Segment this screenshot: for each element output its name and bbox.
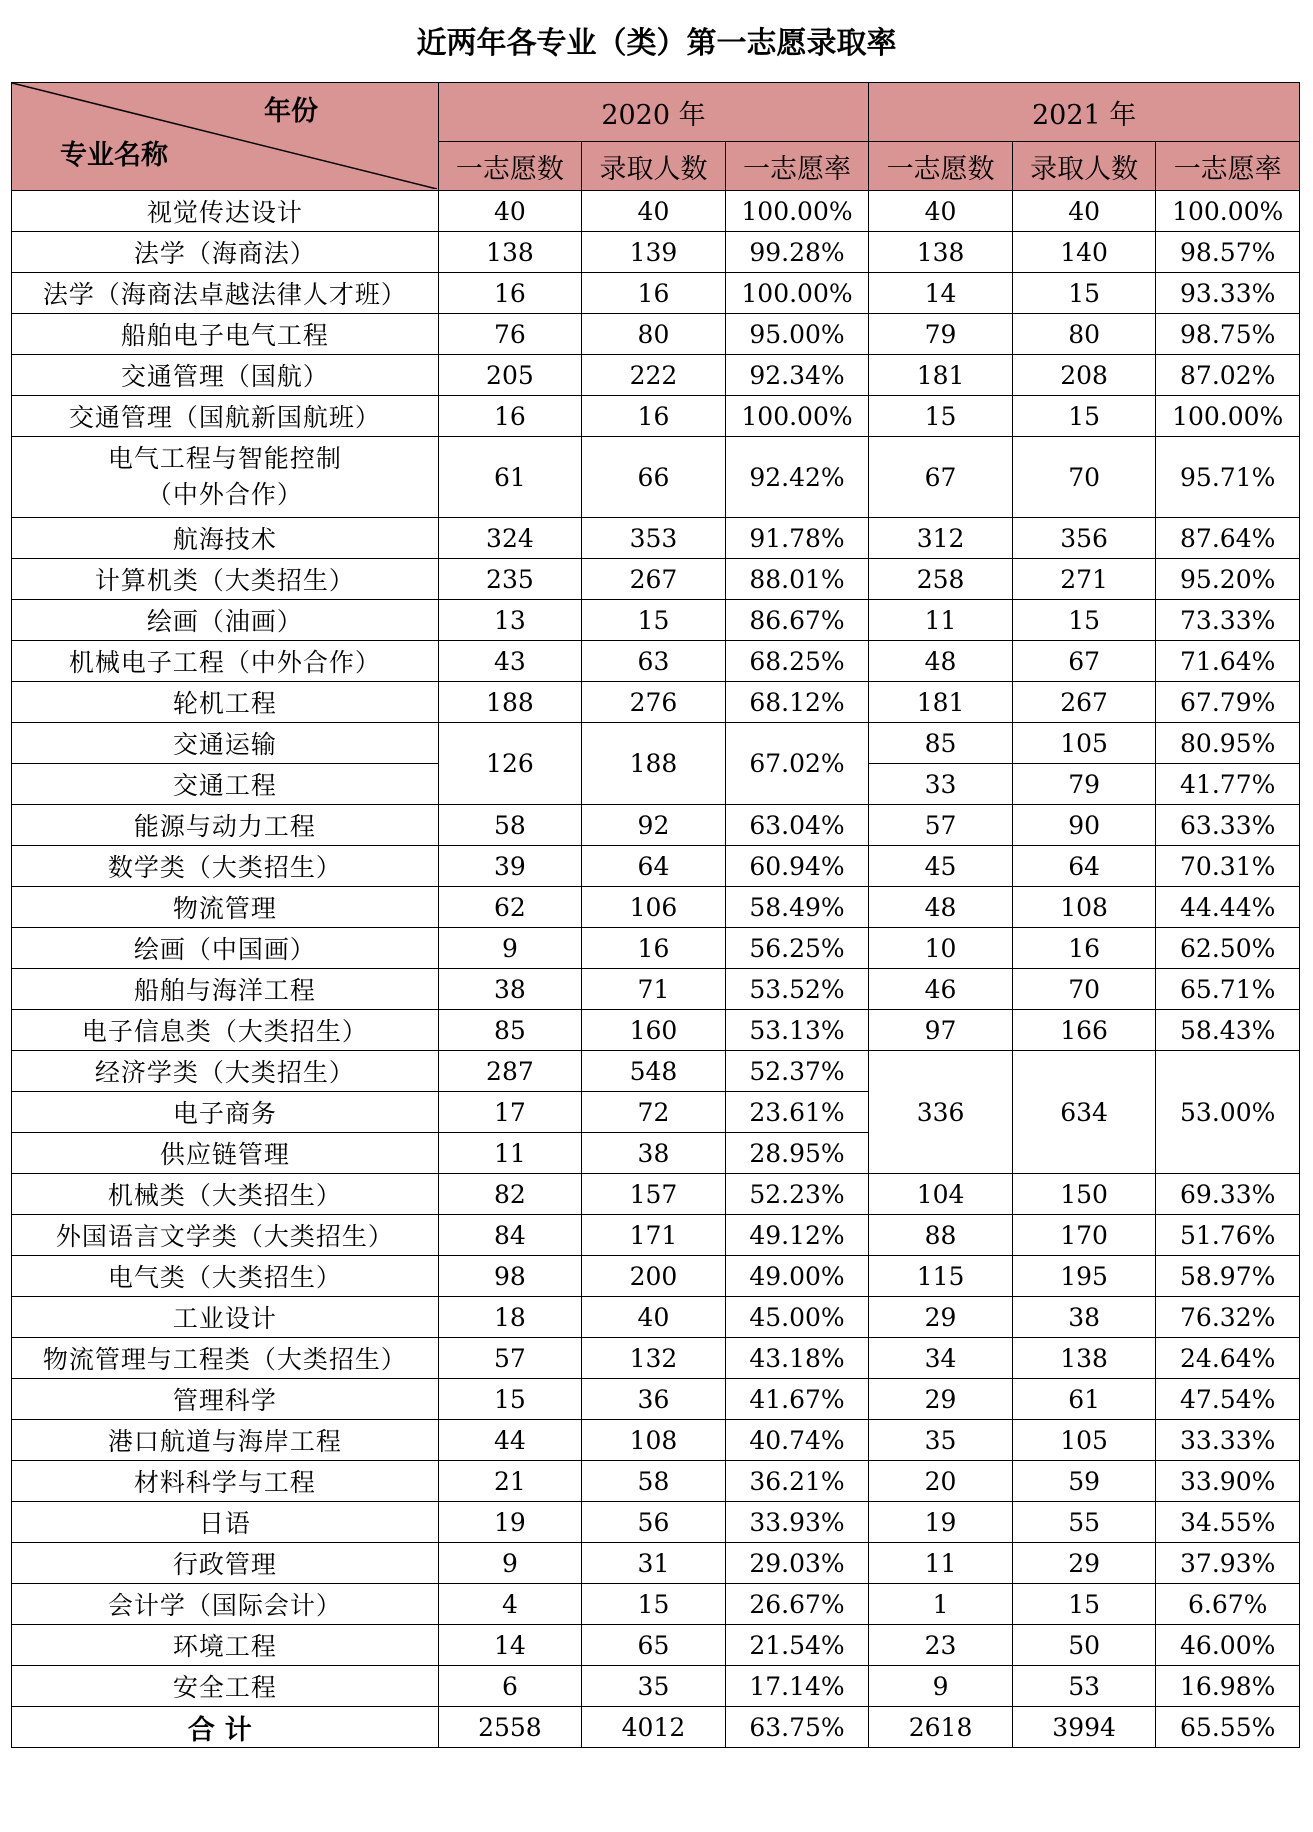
first-choice-2021: 19: [869, 1502, 1013, 1543]
major-name: 材料科学与工程: [12, 1461, 439, 1502]
rate-2020: 100.00%: [725, 273, 869, 314]
first-choice-2020: 18: [438, 1297, 582, 1338]
first-choice-2021: 15: [869, 396, 1013, 437]
first-choice-2021: 181: [869, 355, 1013, 396]
table-row: [12, 1379, 1300, 1420]
first-choice-2020: 82: [438, 1174, 582, 1215]
total-rate-2020: 63.75%: [725, 1707, 869, 1748]
admitted-2020: 80: [582, 314, 726, 355]
table-row: [12, 355, 1300, 396]
table-row: [12, 805, 1300, 846]
table-row: [12, 1420, 1300, 1461]
major-name: 交通管理（国航）: [12, 355, 439, 396]
total-admitted-2020: 4012: [582, 1707, 726, 1748]
table-row: [12, 723, 1300, 764]
rate-2021: 44.44%: [1156, 887, 1300, 928]
admitted-2020: 31: [582, 1543, 726, 1584]
admitted-2020: 222: [582, 355, 726, 396]
first-choice-2020: 17: [438, 1092, 582, 1133]
table-row: [12, 232, 1300, 273]
first-choice-2021: 23: [869, 1625, 1013, 1666]
first-choice-2020: 39: [438, 846, 582, 887]
rate-2020: 43.18%: [725, 1338, 869, 1379]
first-choice-2020: 15: [438, 1379, 582, 1420]
admitted-2021: 356: [1012, 518, 1156, 559]
rate-2020: 49.12%: [725, 1215, 869, 1256]
admitted-2020: 200: [582, 1256, 726, 1297]
col-admitted-2021: 录取人数: [1012, 142, 1156, 191]
rate-2021: 69.33%: [1156, 1174, 1300, 1215]
first-choice-2021: 336: [869, 1051, 1013, 1174]
rate-2021: 53.00%: [1156, 1051, 1300, 1174]
first-choice-2021: 104: [869, 1174, 1013, 1215]
admitted-2020: 108: [582, 1420, 726, 1461]
admitted-2021: 15: [1012, 600, 1156, 641]
rate-2020: 53.52%: [725, 969, 869, 1010]
major-name: 物流管理与工程类（大类招生）: [12, 1338, 439, 1379]
total-row: [12, 1707, 1300, 1748]
rate-2021: 51.76%: [1156, 1215, 1300, 1256]
rate-2020: 67.02%: [725, 723, 869, 805]
table-row: [12, 1543, 1300, 1584]
first-choice-2020: 40: [438, 191, 582, 232]
admitted-2020: 188: [582, 723, 726, 805]
admitted-2020: 38: [582, 1133, 726, 1174]
table-row: [12, 600, 1300, 641]
admitted-2020: 36: [582, 1379, 726, 1420]
major-name: 交通管理（国航新国航班）: [12, 396, 439, 437]
rate-2021: 76.32%: [1156, 1297, 1300, 1338]
table-row: [12, 846, 1300, 887]
table-row: [12, 191, 1300, 232]
rate-2021: 98.75%: [1156, 314, 1300, 355]
rate-2020: 26.67%: [725, 1584, 869, 1625]
table-row: [12, 273, 1300, 314]
table-row: [12, 396, 1300, 437]
major-name: 交通运输: [12, 723, 439, 764]
first-choice-2021: 40: [869, 191, 1013, 232]
rate-2021: 95.71%: [1156, 437, 1300, 518]
first-choice-2020: 84: [438, 1215, 582, 1256]
first-choice-2020: 85: [438, 1010, 582, 1051]
rate-2021: 6.67%: [1156, 1584, 1300, 1625]
rate-2021: 41.77%: [1156, 764, 1300, 805]
corner-header-cell: [12, 83, 439, 191]
admitted-2021: 271: [1012, 559, 1156, 600]
admitted-2020: 35: [582, 1666, 726, 1707]
admitted-2021: 16: [1012, 928, 1156, 969]
rate-2020: 28.95%: [725, 1133, 869, 1174]
admitted-2020: 15: [582, 600, 726, 641]
rate-2020: 53.13%: [725, 1010, 869, 1051]
table-row: [12, 1584, 1300, 1625]
first-choice-2021: 45: [869, 846, 1013, 887]
rate-2020: 29.03%: [725, 1543, 869, 1584]
admitted-2020: 63: [582, 641, 726, 682]
rate-2021: 98.57%: [1156, 232, 1300, 273]
admitted-2020: 58: [582, 1461, 726, 1502]
major-name: [12, 437, 439, 518]
first-choice-2021: 312: [869, 518, 1013, 559]
admitted-2020: 92: [582, 805, 726, 846]
major-name: 供应链管理: [12, 1133, 439, 1174]
admitted-2021: 208: [1012, 355, 1156, 396]
rate-2021: 65.71%: [1156, 969, 1300, 1010]
admitted-2020: 16: [582, 396, 726, 437]
first-choice-2020: 138: [438, 232, 582, 273]
major-name: 交通工程: [12, 764, 439, 805]
rate-2020: 45.00%: [725, 1297, 869, 1338]
first-choice-2020: 16: [438, 396, 582, 437]
rate-2020: 56.25%: [725, 928, 869, 969]
admitted-2021: 55: [1012, 1502, 1156, 1543]
first-choice-2021: 85: [869, 723, 1013, 764]
admitted-2020: 65: [582, 1625, 726, 1666]
table-row: [12, 1051, 1300, 1092]
major-name: 物流管理: [12, 887, 439, 928]
major-name: 环境工程: [12, 1625, 439, 1666]
rate-2020: 99.28%: [725, 232, 869, 273]
first-choice-2020: 9: [438, 1543, 582, 1584]
admitted-2020: 132: [582, 1338, 726, 1379]
admitted-2021: 67: [1012, 641, 1156, 682]
rate-2020: 36.21%: [725, 1461, 869, 1502]
major-name: 绘画（中国画）: [12, 928, 439, 969]
admitted-2020: 106: [582, 887, 726, 928]
major-name: 视觉传达设计: [12, 191, 439, 232]
major-name-line-2: （中外合作）: [146, 480, 303, 509]
admitted-2021: 105: [1012, 1420, 1156, 1461]
first-choice-2021: 20: [869, 1461, 1013, 1502]
table-row: [12, 1256, 1300, 1297]
first-choice-2021: 48: [869, 641, 1013, 682]
major-name: 港口航道与海岸工程: [12, 1420, 439, 1461]
page-title: 近两年各专业（类）第一志愿录取率: [416, 26, 897, 61]
first-choice-2020: 44: [438, 1420, 582, 1461]
rate-2021: 87.02%: [1156, 355, 1300, 396]
first-choice-2020: 235: [438, 559, 582, 600]
rate-2020: 23.61%: [725, 1092, 869, 1133]
rate-2021: 70.31%: [1156, 846, 1300, 887]
admitted-2021: 138: [1012, 1338, 1156, 1379]
rate-2020: 41.67%: [725, 1379, 869, 1420]
table-row: [12, 437, 1300, 518]
major-name: 法学（海商法卓越法律人才班）: [12, 273, 439, 314]
total-admitted-2021: 3994: [1012, 1707, 1156, 1748]
corner-major-label: 专业名称: [60, 140, 168, 171]
table-row: [12, 559, 1300, 600]
rate-2020: 86.67%: [725, 600, 869, 641]
admitted-2020: 139: [582, 232, 726, 273]
first-choice-2020: 14: [438, 1625, 582, 1666]
admitted-2021: 70: [1012, 969, 1156, 1010]
major-name: 日语: [12, 1502, 439, 1543]
admitted-2020: 267: [582, 559, 726, 600]
table-row: [12, 1215, 1300, 1256]
first-choice-2021: 14: [869, 273, 1013, 314]
admitted-2021: 166: [1012, 1010, 1156, 1051]
admitted-2021: 267: [1012, 682, 1156, 723]
first-choice-2020: 76: [438, 314, 582, 355]
rate-2021: 73.33%: [1156, 600, 1300, 641]
admitted-2020: 71: [582, 969, 726, 1010]
rate-2021: 80.95%: [1156, 723, 1300, 764]
first-choice-2021: 34: [869, 1338, 1013, 1379]
rate-2021: 46.00%: [1156, 1625, 1300, 1666]
admitted-2021: 61: [1012, 1379, 1156, 1420]
admitted-2021: 150: [1012, 1174, 1156, 1215]
table-row: [12, 1010, 1300, 1051]
first-choice-2021: 29: [869, 1379, 1013, 1420]
first-choice-2021: 79: [869, 314, 1013, 355]
rate-2021: 63.33%: [1156, 805, 1300, 846]
major-name: 电子商务: [12, 1092, 439, 1133]
first-choice-2020: 98: [438, 1256, 582, 1297]
admitted-2021: 40: [1012, 191, 1156, 232]
admitted-2021: 29: [1012, 1543, 1156, 1584]
admitted-2021: 50: [1012, 1625, 1156, 1666]
first-choice-2021: 181: [869, 682, 1013, 723]
first-choice-2020: 4: [438, 1584, 582, 1625]
admitted-2021: 15: [1012, 396, 1156, 437]
first-choice-2020: 287: [438, 1051, 582, 1092]
first-choice-2020: 61: [438, 437, 582, 518]
rate-2020: 68.12%: [725, 682, 869, 723]
rate-2020: 68.25%: [725, 641, 869, 682]
col-admitted-2020: 录取人数: [582, 142, 726, 191]
first-choice-2021: 1: [869, 1584, 1013, 1625]
admitted-2021: 634: [1012, 1051, 1156, 1174]
admitted-2021: 140: [1012, 232, 1156, 273]
first-choice-2021: 67: [869, 437, 1013, 518]
admitted-2021: 195: [1012, 1256, 1156, 1297]
admitted-2021: 64: [1012, 846, 1156, 887]
rate-2021: 58.97%: [1156, 1256, 1300, 1297]
rate-2021: 71.64%: [1156, 641, 1300, 682]
first-choice-2020: 6: [438, 1666, 582, 1707]
admitted-2021: 105: [1012, 723, 1156, 764]
rate-2021: 37.93%: [1156, 1543, 1300, 1584]
major-name: 能源与动力工程: [12, 805, 439, 846]
first-choice-2021: 29: [869, 1297, 1013, 1338]
admitted-2021: 70: [1012, 437, 1156, 518]
rate-2020: 60.94%: [725, 846, 869, 887]
rate-2021: 16.98%: [1156, 1666, 1300, 1707]
first-choice-2021: 10: [869, 928, 1013, 969]
year-2020-header: 2020 年: [438, 83, 869, 142]
major-name: 机械类（大类招生）: [12, 1174, 439, 1215]
rate-2021: 33.90%: [1156, 1461, 1300, 1502]
rate-2020: 95.00%: [725, 314, 869, 355]
major-name: 电子信息类（大类招生）: [12, 1010, 439, 1051]
first-choice-2020: 16: [438, 273, 582, 314]
rate-2020: 40.74%: [725, 1420, 869, 1461]
major-name: 船舶电子电气工程: [12, 314, 439, 355]
rate-2021: 34.55%: [1156, 1502, 1300, 1543]
admitted-2020: 56: [582, 1502, 726, 1543]
first-choice-2021: 48: [869, 887, 1013, 928]
major-name: 船舶与海洋工程: [12, 969, 439, 1010]
major-name: 外国语言文学类（大类招生）: [12, 1215, 439, 1256]
rate-2020: 100.00%: [725, 396, 869, 437]
first-choice-2021: 11: [869, 600, 1013, 641]
rate-2021: 67.79%: [1156, 682, 1300, 723]
table-row: [12, 518, 1300, 559]
admitted-2020: 353: [582, 518, 726, 559]
table-row: [12, 641, 1300, 682]
first-choice-2020: 21: [438, 1461, 582, 1502]
col-first-choice-2021: 一志愿数: [869, 142, 1013, 191]
first-choice-2021: 9: [869, 1666, 1013, 1707]
admitted-2020: 40: [582, 1297, 726, 1338]
admitted-2020: 157: [582, 1174, 726, 1215]
rate-2021: 33.33%: [1156, 1420, 1300, 1461]
admitted-2020: 72: [582, 1092, 726, 1133]
major-name: 会计学（国际会计）: [12, 1584, 439, 1625]
first-choice-2020: 9: [438, 928, 582, 969]
major-name: 电气类（大类招生）: [12, 1256, 439, 1297]
major-name: 机械电子工程（中外合作）: [12, 641, 439, 682]
admitted-2020: 171: [582, 1215, 726, 1256]
first-choice-2020: 205: [438, 355, 582, 396]
rate-2020: 91.78%: [725, 518, 869, 559]
major-name: 管理科学: [12, 1379, 439, 1420]
major-name: 计算机类（大类招生）: [12, 559, 439, 600]
admitted-2020: 160: [582, 1010, 726, 1051]
first-choice-2021: 115: [869, 1256, 1013, 1297]
rate-2021: 100.00%: [1156, 396, 1300, 437]
first-choice-2020: 324: [438, 518, 582, 559]
first-choice-2021: 35: [869, 1420, 1013, 1461]
major-name: 轮机工程: [12, 682, 439, 723]
admitted-2021: 15: [1012, 273, 1156, 314]
major-name: 航海技术: [12, 518, 439, 559]
col-rate-2021: 一志愿率: [1156, 142, 1300, 191]
table-row: [12, 314, 1300, 355]
rate-2020: 21.54%: [725, 1625, 869, 1666]
first-choice-2020: 43: [438, 641, 582, 682]
rate-2021: 100.00%: [1156, 191, 1300, 232]
table-row: [12, 1174, 1300, 1215]
admitted-2020: 548: [582, 1051, 726, 1092]
first-choice-2020: 58: [438, 805, 582, 846]
admitted-2020: 40: [582, 191, 726, 232]
admitted-2021: 79: [1012, 764, 1156, 805]
rate-2020: 63.04%: [725, 805, 869, 846]
major-name-line-1: 电气工程与智能控制: [107, 444, 342, 473]
total-label: 合计: [12, 1707, 439, 1748]
major-name: 安全工程: [12, 1666, 439, 1707]
table-row: [12, 1625, 1300, 1666]
admitted-2021: 80: [1012, 314, 1156, 355]
first-choice-2021: 138: [869, 232, 1013, 273]
first-choice-2021: 11: [869, 1543, 1013, 1584]
major-name: 数学类（大类招生）: [12, 846, 439, 887]
major-name: 法学（海商法）: [12, 232, 439, 273]
admitted-2021: 59: [1012, 1461, 1156, 1502]
first-choice-2020: 19: [438, 1502, 582, 1543]
table-row: [12, 1502, 1300, 1543]
first-choice-2021: 88: [869, 1215, 1013, 1256]
admitted-2020: 15: [582, 1584, 726, 1625]
table-row: [12, 1461, 1300, 1502]
first-choice-2021: 258: [869, 559, 1013, 600]
table-row: [12, 1338, 1300, 1379]
first-choice-2021: 57: [869, 805, 1013, 846]
rate-2021: 87.64%: [1156, 518, 1300, 559]
major-name: 工业设计: [12, 1297, 439, 1338]
rate-2020: 33.93%: [725, 1502, 869, 1543]
rate-2020: 58.49%: [725, 887, 869, 928]
rate-2021: 95.20%: [1156, 559, 1300, 600]
rate-2020: 52.37%: [725, 1051, 869, 1092]
rate-2020: 52.23%: [725, 1174, 869, 1215]
rate-2021: 93.33%: [1156, 273, 1300, 314]
admitted-2021: 38: [1012, 1297, 1156, 1338]
table-row: [12, 969, 1300, 1010]
rate-2020: 100.00%: [725, 191, 869, 232]
rate-2020: 92.34%: [725, 355, 869, 396]
major-name: 经济学类（大类招生）: [12, 1051, 439, 1092]
admitted-2020: 276: [582, 682, 726, 723]
admitted-2020: 66: [582, 437, 726, 518]
first-choice-2020: 13: [438, 600, 582, 641]
first-choice-2021: 46: [869, 969, 1013, 1010]
total-rate-2021: 65.55%: [1156, 1707, 1300, 1748]
admitted-2020: 16: [582, 928, 726, 969]
first-choice-2020: 126: [438, 723, 582, 805]
year-2021-header: 2021 年: [869, 83, 1300, 142]
first-choice-2020: 62: [438, 887, 582, 928]
first-choice-2020: 38: [438, 969, 582, 1010]
admitted-2020: 64: [582, 846, 726, 887]
admitted-2021: 170: [1012, 1215, 1156, 1256]
rate-2021: 58.43%: [1156, 1010, 1300, 1051]
admitted-2021: 15: [1012, 1584, 1156, 1625]
first-choice-2020: 57: [438, 1338, 582, 1379]
table-row: [12, 887, 1300, 928]
table-row: [12, 1297, 1300, 1338]
rate-2020: 49.00%: [725, 1256, 869, 1297]
rate-2021: 24.64%: [1156, 1338, 1300, 1379]
rate-2021: 47.54%: [1156, 1379, 1300, 1420]
major-name: 绘画（油画）: [12, 600, 439, 641]
col-first-choice-2020: 一志愿数: [438, 142, 582, 191]
rate-2021: 62.50%: [1156, 928, 1300, 969]
col-rate-2020: 一志愿率: [725, 142, 869, 191]
first-choice-2020: 11: [438, 1133, 582, 1174]
rate-2020: 17.14%: [725, 1666, 869, 1707]
rate-2020: 92.42%: [725, 437, 869, 518]
rate-2020: 88.01%: [725, 559, 869, 600]
first-choice-2021: 97: [869, 1010, 1013, 1051]
admission-rate-table: [11, 82, 1300, 1748]
total-first-choice-2021: 2618: [869, 1707, 1013, 1748]
admitted-2020: 16: [582, 273, 726, 314]
major-name: 行政管理: [12, 1543, 439, 1584]
total-first-choice-2020: 2558: [438, 1707, 582, 1748]
table-row: [12, 1666, 1300, 1707]
first-choice-2020: 188: [438, 682, 582, 723]
table-row: [12, 682, 1300, 723]
first-choice-2021: 33: [869, 764, 1013, 805]
table-row: [12, 928, 1300, 969]
corner-year-label: 年份: [264, 96, 318, 127]
admitted-2021: 108: [1012, 887, 1156, 928]
admitted-2021: 90: [1012, 805, 1156, 846]
admitted-2021: 53: [1012, 1666, 1156, 1707]
